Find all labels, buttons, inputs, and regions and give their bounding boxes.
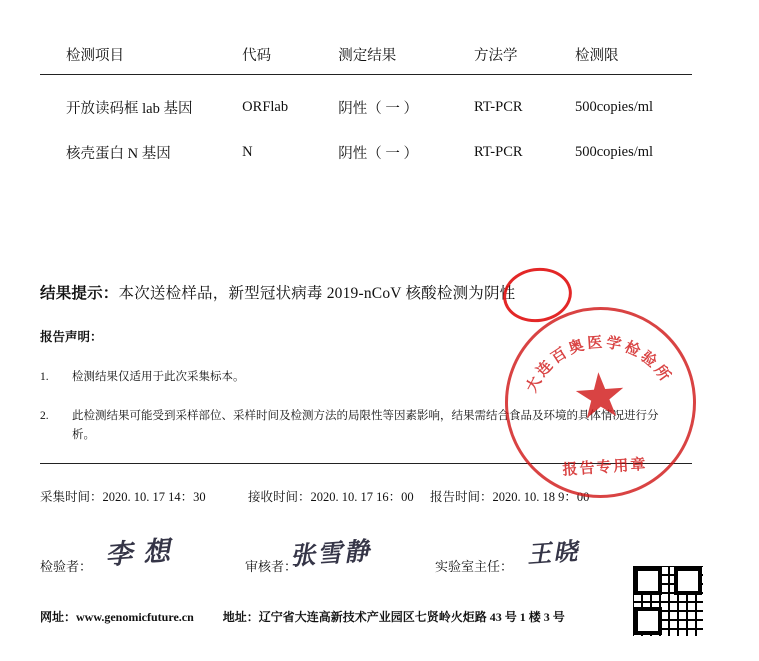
column-header-result: 测定结果 xyxy=(338,40,474,75)
cell-method: RT-PCR xyxy=(473,99,523,115)
inspector-signature: 李 想 xyxy=(104,535,173,571)
stamp-arc-label: 大连百奥医学检验所 xyxy=(523,333,676,396)
star-icon: ★ xyxy=(570,361,631,433)
table-row xyxy=(40,75,692,129)
cell-code: ORFlab xyxy=(242,99,289,115)
receive-time: 接收时间：2020. 10. 17 16：00 xyxy=(248,490,414,504)
cell-result: 阴性（ 一 ） xyxy=(338,146,419,162)
cell-limit: 500copies/ml xyxy=(574,144,654,160)
collect-time: 采集时间：2020. 10. 17 14：30 xyxy=(40,490,206,504)
cell-limit: 500copies/ml xyxy=(574,99,654,115)
column-header-method: 方法学 xyxy=(474,40,575,75)
footer-address: 地址：辽宁省大连高新技术产业园区七贤岭火炬路 43 号 1 楼 3 号 xyxy=(222,610,565,624)
column-header-item: 检测项目 xyxy=(40,40,242,75)
statement-number: 1. xyxy=(40,371,49,383)
column-header-limit: 检测限 xyxy=(575,40,692,75)
inspector-label: 检验者： xyxy=(40,559,93,574)
auditor-label: 审核者： xyxy=(245,559,298,574)
report-time: 报告时间：2020. 10. 18 9：00 xyxy=(430,490,590,504)
cell-result: 阴性（ 一 ） xyxy=(338,101,419,117)
footer xyxy=(40,608,565,625)
lab-director-label: 实验室主任： xyxy=(435,559,514,574)
official-stamp xyxy=(499,301,703,505)
cell-method: RT-PCR xyxy=(473,144,523,160)
lab-director-signature: 王晓 xyxy=(526,539,581,569)
stamp-bottom-label: 报告专用章 xyxy=(562,456,649,479)
result-hint xyxy=(40,281,515,303)
cell-code: N xyxy=(242,144,253,160)
results-table xyxy=(40,40,692,173)
cell-item: 开放读码框 lab 基因 xyxy=(66,101,193,117)
table-row xyxy=(40,128,692,173)
qr-code xyxy=(632,565,704,637)
cell-item: 核壳蛋白 N 基因 xyxy=(66,146,171,162)
statement-title: 报告声明： xyxy=(40,330,103,344)
statement-number: 2. xyxy=(40,410,49,423)
footer-website: 网址：www.genomicfuture.cn xyxy=(40,610,194,624)
table-header-row xyxy=(40,40,692,75)
result-hint-label: 结果提示： xyxy=(40,285,119,302)
statement-text: 此检测结果可能受到采样部位、采样时间及检测方法的局限性等因素影响，结果需结合食品及环境的具体情况进行分析。 xyxy=(72,410,659,441)
statement-text: 检测结果仅适用于此次采集标本。 xyxy=(72,371,245,383)
column-header-code: 代码 xyxy=(242,40,338,75)
qr-finder-bottom-left xyxy=(634,607,662,635)
auditor-signature: 张雪静 xyxy=(289,538,373,571)
result-hint-text: 本次送检样品，新型冠状病毒 2019-nCoV 核酸检测为阴性 xyxy=(118,285,516,302)
